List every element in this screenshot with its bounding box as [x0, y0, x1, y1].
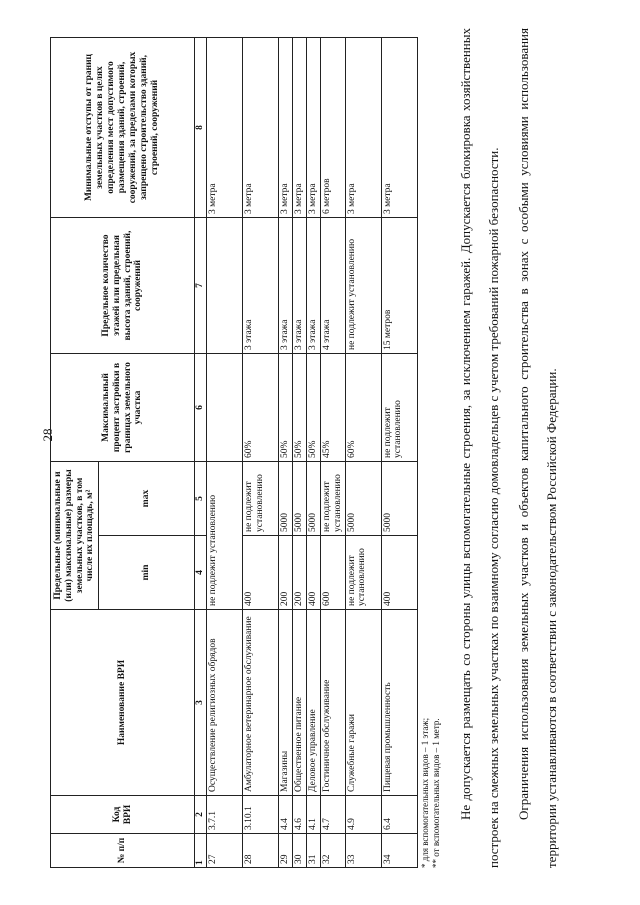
cell-setback: 3 метра — [345, 38, 381, 218]
cell-name: Общественное питание — [292, 610, 306, 796]
cell-num: 34 — [381, 834, 417, 868]
cell-code: 4.4 — [278, 796, 292, 834]
cell-num: 29 — [278, 834, 292, 868]
cell-code: 3.10.1 — [242, 796, 278, 834]
table-footnotes — [420, 28, 443, 868]
header-code: Код ВРИ — [51, 796, 195, 834]
footnote-1: * для вспомогательных видов – 1 этаж; — [419, 717, 430, 868]
cell-name: Осуществление религиозных обрядов — [206, 610, 242, 796]
cell-num: 27 — [206, 834, 242, 868]
cell-min: 600 — [320, 536, 345, 610]
cell-floors — [206, 218, 242, 354]
cell-name: Магазины — [278, 610, 292, 796]
cell-percent — [206, 354, 242, 462]
col-number: 3 — [195, 610, 207, 796]
cell-percent: 60% — [242, 354, 278, 462]
header-percent: Максимальный процент застройки в границах земельного участка — [51, 354, 195, 462]
cell-percent: 50% — [278, 354, 292, 462]
cell-floors: 3 этажа — [306, 218, 320, 354]
cell-code: 6.4 — [381, 796, 417, 834]
header-setback: Минимальные отступы от границ земельных участков в целях определения мест допустимого размещения зданий, строений, сооружений, за пределами которых запрещено строительство зданий, строений, сооружений — [51, 38, 195, 218]
header-num: № п/п — [51, 834, 195, 868]
cell-setback: 6 метров — [320, 38, 345, 218]
cell-setback: 3 метра — [306, 38, 320, 218]
cell-max: 5000 — [345, 462, 381, 536]
col-number: 2 — [195, 796, 207, 834]
cell-code: 4.1 — [306, 796, 320, 834]
col-number: 5 — [195, 462, 207, 536]
cell-min: 400 — [306, 536, 320, 610]
rotated-page-content — [50, 28, 640, 868]
cell-floors: 3 этажа — [242, 218, 278, 354]
cell-percent: 50% — [306, 354, 320, 462]
cell-percent: не подлежит установлению — [381, 354, 417, 462]
cell-floors: 15 метров — [381, 218, 417, 354]
cell-num: 30 — [292, 834, 306, 868]
col-number: 6 — [195, 354, 207, 462]
cell-num: 28 — [242, 834, 278, 868]
cell-min: 400 — [242, 536, 278, 610]
cell-max: 5000 — [306, 462, 320, 536]
table-row — [306, 38, 320, 868]
cell-code: 4.6 — [292, 796, 306, 834]
cell-min: 200 — [292, 536, 306, 610]
col-number: 4 — [195, 536, 207, 610]
cell-min: не подлежит установлению — [345, 536, 381, 610]
col-number: 1 — [195, 834, 207, 868]
page-number: 28 — [40, 428, 55, 442]
cell-max: не подлежит установлению — [242, 462, 278, 536]
table-header-row — [51, 38, 99, 868]
cell-code: 4.7 — [320, 796, 345, 834]
cell-min: 200 — [278, 536, 292, 610]
column-numbers-row — [195, 38, 207, 868]
cell-num: 31 — [306, 834, 320, 868]
cell-num: 33 — [345, 834, 381, 868]
cell-setback: 3 метра — [381, 38, 417, 218]
cell-min: не подлежит установлению — [206, 462, 242, 610]
cell-name: Амбулаторное ветеринарное обслуживание — [242, 610, 278, 796]
header-sizes: Предельные (минимальные и (или) максимальные) размеры земельных участков, в том числе их площадь, м² — [51, 462, 99, 610]
vri-table — [50, 37, 418, 868]
cell-name: Служебные гаражи — [345, 610, 381, 796]
table-row — [292, 38, 306, 868]
cell-floors: не подлежит установлению — [345, 218, 381, 354]
table-row — [345, 38, 381, 868]
cell-percent: 45% — [320, 354, 345, 462]
cell-setback: 3 метра — [278, 38, 292, 218]
col-number: 7 — [195, 218, 207, 354]
cell-floors: 3 этажа — [292, 218, 306, 354]
cell-setback: 3 метра — [242, 38, 278, 218]
header-floors: Предельное количество этажей или предельная высота зданий, строений, сооружений — [51, 218, 195, 354]
cell-floors: 3 этажа — [278, 218, 292, 354]
paragraph-outbuildings: Не допускается размещать со стороны улицы вспомогательные строения, за исключением гаражей. Допускается блокировка хозяйственных построек на смежных земельных участках по взаимному согласию домовладельцев с учетом требований пожарной безопасности. — [458, 28, 502, 868]
footnote-2: ** от вспомогательных видов – 1 метр. — [430, 718, 441, 868]
table-row — [206, 38, 242, 868]
header-name: Наименование ВРИ — [51, 610, 195, 796]
cell-code: 4.9 — [345, 796, 381, 834]
cell-name: Пищевая промышленность — [381, 610, 417, 796]
cell-floors: 4 этажа — [320, 218, 345, 354]
cell-name: Деловое управление — [306, 610, 320, 796]
header-min: min — [99, 536, 195, 610]
table-row — [320, 38, 345, 868]
paragraph-restrictions: Ограничения использования земельных участков и объектов капитального строительства в зонах с особыми условиями использования территории устанавливаются в соответствии с законодательством Российской Федерации. — [516, 28, 560, 868]
cell-name: Гостиничное обслуживание — [320, 610, 345, 796]
header-max: max — [99, 462, 195, 536]
cell-percent: 60% — [345, 354, 381, 462]
cell-setback: 3 метра — [206, 38, 242, 218]
cell-code: 3.7.1 — [206, 796, 242, 834]
cell-max: 5000 — [292, 462, 306, 536]
cell-max: не подлежит установлению — [320, 462, 345, 536]
cell-max: 5000 — [381, 462, 417, 536]
cell-num: 32 — [320, 834, 345, 868]
cell-min: 400 — [381, 536, 417, 610]
cell-max: 5000 — [278, 462, 292, 536]
col-number: 8 — [195, 38, 207, 218]
table-row — [381, 38, 417, 868]
cell-setback: 3 метра — [292, 38, 306, 218]
cell-percent: 50% — [292, 354, 306, 462]
table-row — [242, 38, 278, 868]
table-row — [278, 38, 292, 868]
